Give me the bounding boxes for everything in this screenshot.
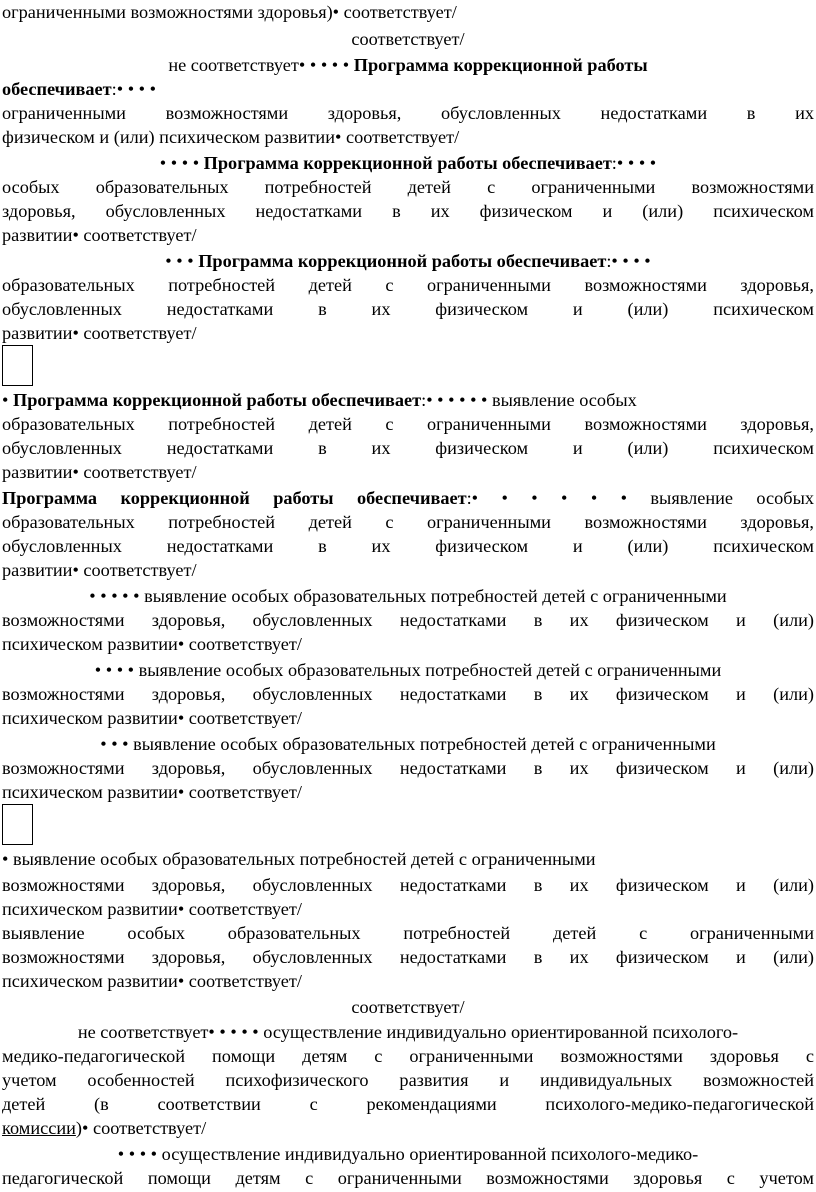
text-line: возможностями здоровья, обусловленных недостатками в их физическом и (или) bbox=[2, 684, 814, 704]
text-line: обусловленных недостатками в их физическом и (или) психическом bbox=[2, 299, 814, 319]
text-line: • • • выявление особых образовательных потребностей детей с ограниченными bbox=[100, 734, 716, 754]
text-line: возможностями здоровья, обусловленных недостатками в их физическом и (или) bbox=[2, 758, 814, 778]
text-line: ограниченными возможностями здоровья, обусловленных недостатками в их bbox=[2, 103, 814, 123]
text-line: возможностями здоровья, обусловленных недостатками в их физическом и (или) bbox=[2, 610, 814, 630]
text-line: соответствует/ bbox=[351, 29, 465, 49]
text-line: физическом и (или) психическом развитии• соответствует/ bbox=[2, 127, 460, 147]
text-line: учетом особенностей психофизического развития и индивидуальных возможностей bbox=[2, 1070, 814, 1090]
text-line: медико-педагогической помощи детям с ограниченными возможностями здоровья с bbox=[2, 1046, 814, 1066]
text-line: обусловленных недостатками в их физическом и (или) психическом bbox=[2, 438, 814, 458]
text-line: психическом развитии• соответствует/ bbox=[2, 899, 302, 919]
text-line: не соответствует• • • • • Программа коррекционной работы bbox=[168, 55, 648, 75]
text-line: • • • • • выявление особых образовательных потребностей детей с ограниченными bbox=[89, 586, 727, 606]
text-line: • Программа коррекционной работы обеспечивает:• • • • • • выявление особых bbox=[2, 390, 637, 410]
empty-box bbox=[2, 345, 33, 386]
text-line: психическом развитии• соответствует/ bbox=[2, 634, 302, 654]
text-line: психическом развитии• соответствует/ bbox=[2, 971, 302, 991]
text-line: обеспечивает:• • • • bbox=[2, 79, 157, 99]
text-line: обусловленных недостатками в их физическом и (или) психическом bbox=[2, 536, 814, 556]
text-line: образовательных потребностей детей с ограниченными возможностями здоровья, bbox=[2, 512, 814, 532]
text-line: • • • • выявление особых образовательных потребностей детей с ограниченными bbox=[94, 660, 722, 680]
text-line: возможностями здоровья, обусловленных недостатками в их физическом и (или) bbox=[2, 875, 814, 895]
text-line: Программа коррекционной работы обеспечивает:• • • • • • выявление особых bbox=[2, 488, 814, 508]
text-line: развитии• соответствует/ bbox=[2, 225, 197, 245]
text-line: образовательных потребностей детей с ограниченными возможностями здоровья, bbox=[2, 414, 814, 434]
text-line: комиссии)• соответствует/ bbox=[2, 1118, 207, 1138]
text-line: не соответствует• • • • • осуществление индивидуально ориентированной психолого- bbox=[77, 1022, 739, 1042]
text-line: детей (в соответствии с рекомендациями психолого-медико-педагогической bbox=[2, 1094, 814, 1114]
text-line: развитии• соответствует/ bbox=[2, 560, 197, 580]
text-line: возможностями здоровья, обусловленных недостатками в их физическом и (или) bbox=[2, 947, 814, 967]
text-line: • • • Программа коррекционной работы обеспечивает:• • • • bbox=[165, 251, 651, 271]
text-line: выявление особых образовательных потребностей детей с ограниченными bbox=[2, 923, 814, 943]
text-line: образовательных потребностей детей с ограниченными возможностями здоровья, bbox=[2, 275, 814, 295]
text-line: ограниченными возможностями здоровья)• соответствует/ bbox=[2, 2, 457, 22]
text-line: развитии• соответствует/ bbox=[2, 323, 197, 343]
text-line: • выявление особых образовательных потребностей детей с ограниченными bbox=[2, 849, 596, 869]
text-line: • • • • Программа коррекционной работы обеспечивает:• • • • bbox=[159, 153, 657, 173]
text-line: • • • • осуществление индивидуально ориентированной психолого-медико- bbox=[117, 1144, 699, 1164]
text-line: педагогической помощи детям с ограниченными возможностями здоровья с учетом bbox=[2, 1168, 814, 1188]
text-line: психическом развитии• соответствует/ bbox=[2, 782, 302, 802]
text-line: особых образовательных потребностей детей с ограниченными возможностями bbox=[2, 177, 814, 197]
text-line: здоровья, обусловленных недостатками в их физическом и (или) психическом bbox=[2, 201, 814, 221]
empty-box bbox=[2, 804, 33, 845]
text-line: развитии• соответствует/ bbox=[2, 462, 197, 482]
text-line: соответствует/ bbox=[351, 997, 465, 1017]
text-line: психическом развитии• соответствует/ bbox=[2, 708, 302, 728]
